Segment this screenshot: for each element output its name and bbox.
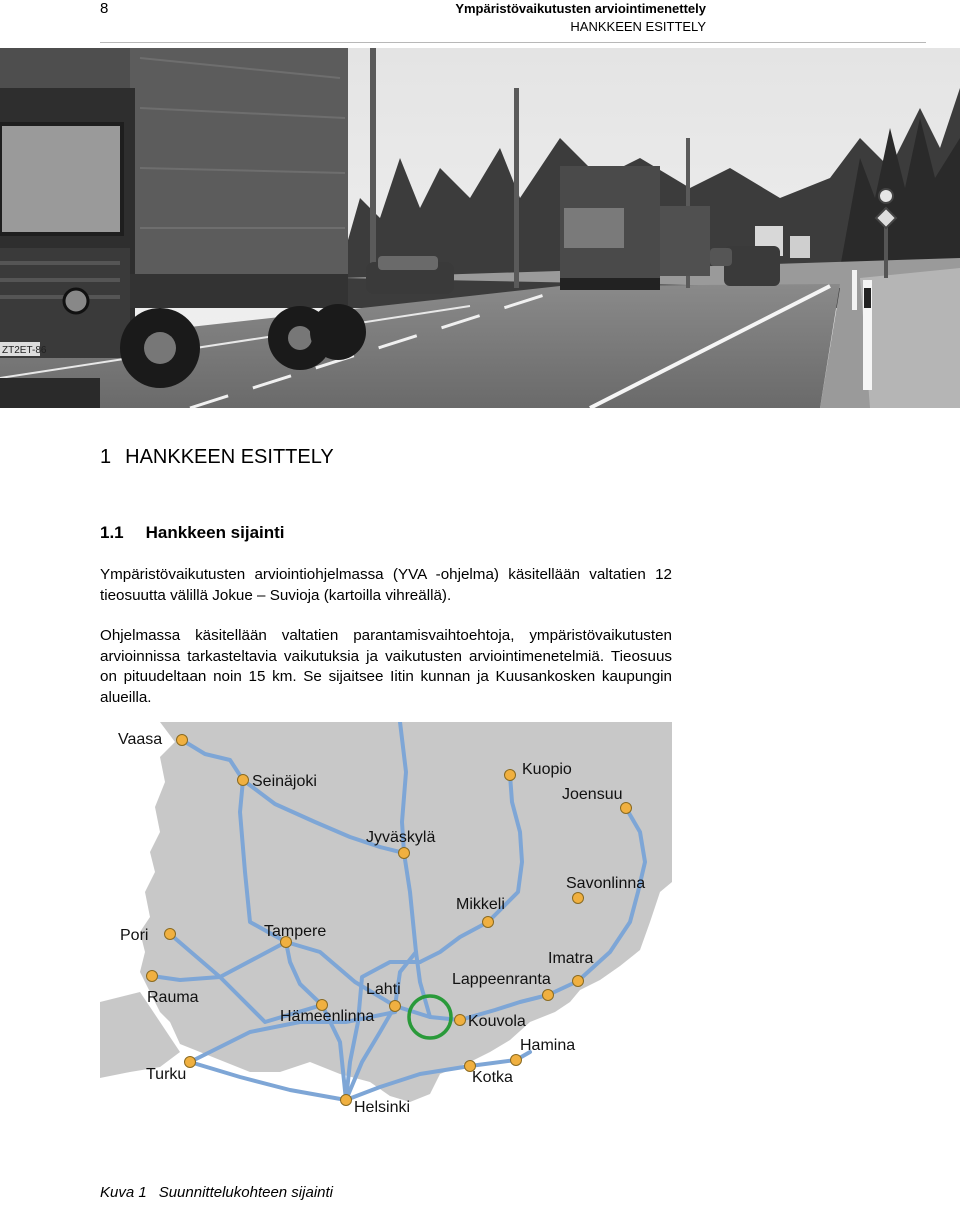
truck-plate: ZT2ET-86 [2,345,47,356]
heading-2-number: 1.1 [100,523,124,542]
figure-caption [100,1184,333,1201]
city-label: Mikkeli [456,896,505,913]
city-marker [483,917,494,928]
city-label: Imatra [548,950,594,967]
city-marker [621,803,632,814]
city-marker [505,770,516,781]
page-number: 8 [100,0,109,17]
city-label: Savonlinna [566,875,646,892]
city-marker [238,775,249,786]
city-label: Turku [146,1066,187,1083]
heading-1-text: HANKKEEN ESITTELY [125,446,334,468]
city-marker [455,1015,466,1026]
city-marker [390,1001,401,1012]
running-header-section: HANKKEEN ESITTELY [570,19,706,34]
city-label: Vaasa [118,731,163,748]
city-label: Seinäjoki [252,773,317,790]
city-label: Hamina [520,1037,576,1054]
city-marker [399,848,410,859]
caption-label: Kuva 1 [100,1184,147,1201]
heading-2 [100,523,285,543]
running-header [455,0,706,36]
header-divider [100,42,926,43]
city-label: Helsinki [354,1099,411,1116]
city-label: Hämeenlinna [280,1008,375,1025]
city-marker [177,735,188,746]
city-label: Kuopio [522,761,572,778]
city-marker [147,971,158,982]
city-marker [543,990,554,1001]
city-label: Kouvola [468,1013,526,1030]
caption-text: Suunnittelukohteen sijainti [158,1184,333,1201]
paragraph-2: Ohjelmassa käsitellään valtatien parantamisvaihtoehtoja, ympäristövaikutusten arvioinnissa tarkasteltavia vaikutuksia ja vaikutusten arviointimenetelmiä. Tieosuus on pituudeltaan noin 15 km. Se sijaitsee Iitin kunnan ja Kuusankosken kaupungin alueilla. [100,627,672,706]
highway-trucks-photo-icon [0,48,960,408]
city-label: Rauma [147,989,199,1006]
city-marker [511,1055,522,1066]
city-label: Kotka [472,1069,513,1086]
city-label: Joensuu [562,786,623,803]
city-marker [165,929,176,940]
running-header-title: Ympäristövaikutusten arviointimenettely [455,1,706,16]
city-label: Jyväskylä [366,829,436,846]
city-marker [341,1095,352,1106]
location-map [100,722,672,1164]
highway-photo [0,48,960,408]
city-label: Tampere [264,923,327,940]
heading-1 [100,446,334,469]
city-label: Lappeenranta [452,971,551,988]
city-marker [573,893,584,904]
heading-2-text: Hankkeen sijainti [145,523,285,542]
city-label: Pori [120,927,149,944]
city-marker [573,976,584,987]
paragraph-1: Ympäristövaikutusten arviointiohjelmassa (YVA -ohjelma) käsitellään valtatien 12 tieosuutta välillä Jokue – Suvioja (kartoilla vihreällä). [100,566,672,604]
city-label: Lahti [366,981,401,998]
location-map-svg [100,722,672,1164]
heading-1-number: 1 [100,446,112,468]
